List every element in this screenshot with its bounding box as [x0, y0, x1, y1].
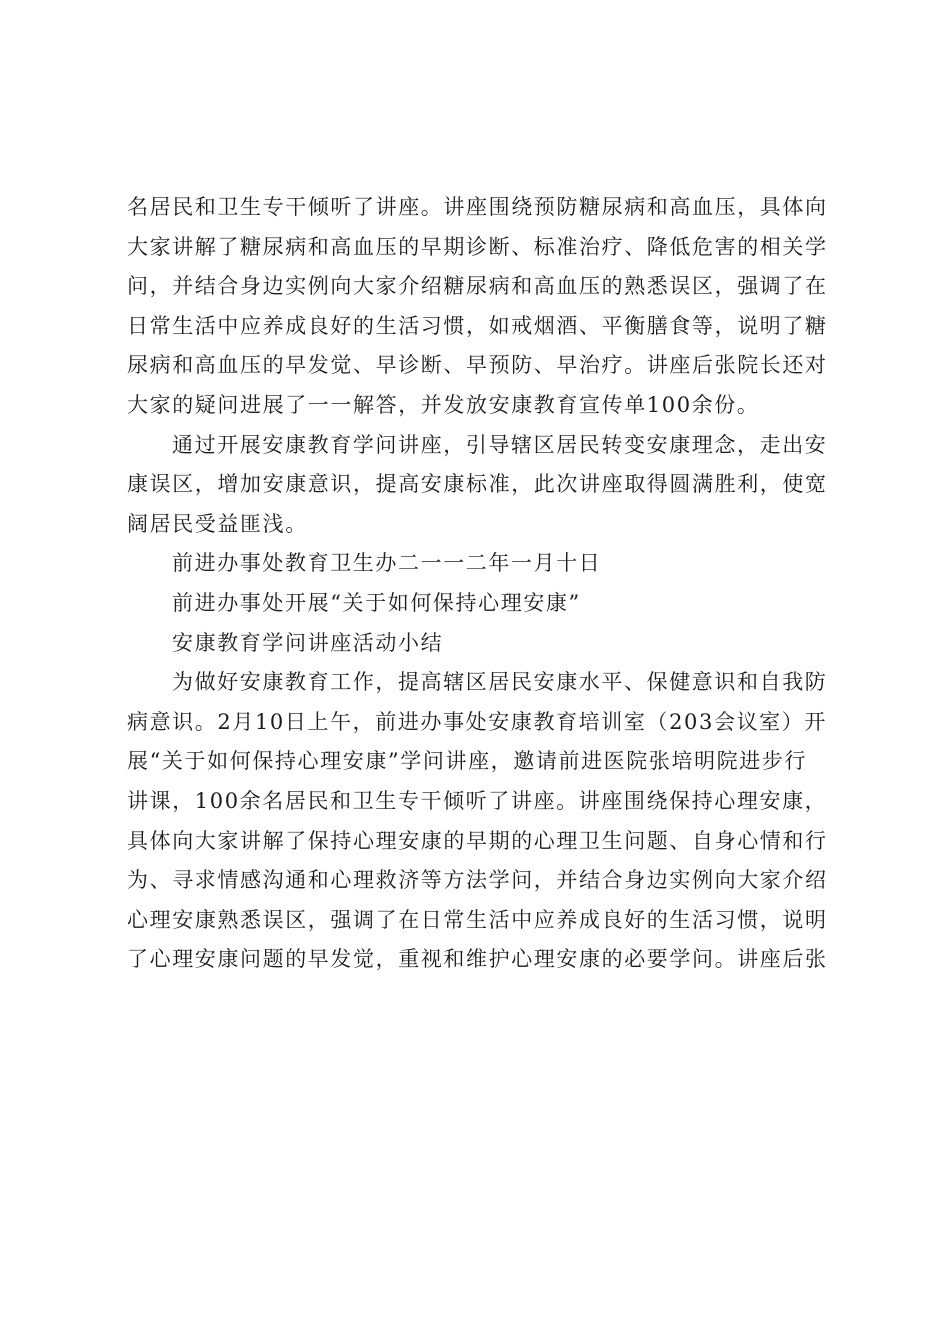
text-line: 为、寻求情感沟通和心理救济等方法学问，并结合身边实例向大家介绍 — [127, 868, 828, 893]
text-line: 讲课，100余名居民和卫生专干倾听了讲座。讲座围绕保持心理安康， — [127, 788, 828, 813]
heading-line-2: 安康教育学问讲座活动小结 — [172, 630, 444, 655]
text-line: 病意识。2月10日上午，前进办事处安康教育培训室（203会议室）开 — [127, 709, 827, 734]
signature-line: 前进办事处教育卫生办二一一二年一月十日 — [172, 551, 602, 576]
text-line: 阔居民受益匪浅。 — [127, 511, 308, 536]
text-line: 名居民和卫生专干倾听了讲座。讲座围绕预防糖尿病和高血压，具体向 — [127, 195, 828, 219]
heading-line-1: 前进办事处开展“关于如何保持心理安康” — [172, 590, 581, 615]
text-line: 为做好安康教育工作，提高辖区居民安康水平、保健意识和自我防 — [172, 670, 828, 695]
text-line: 通过开展安康教育学问讲座，引导辖区居民转变安康理念，走出安 — [172, 432, 828, 457]
text-line: 大家的疑问进展了一一解答，并发放安康教育宣传单100余份。 — [127, 392, 760, 417]
text-line: 问，并结合身边实例向大家介绍糖尿病和高血压的熟悉误区，强调了在 — [127, 274, 828, 299]
text-line: 日常生活中应养成良好的生活习惯，如戒烟酒、平衡膳食等，说明了糖 — [127, 313, 828, 338]
text-line: 康误区，增加安康意识，提高安康标准，此次讲座取得圆满胜利，使宽 — [127, 472, 828, 497]
text-line: 大家讲解了糖尿病和高血压的早期诊断、标准治疗、降低危害的相关学 — [127, 234, 828, 259]
paragraph-report — [127, 663, 833, 980]
paragraph-continued — [127, 188, 833, 426]
paragraph-summary — [127, 426, 833, 545]
text-line: 了心理安康问题的早发觉，重视和维护心理安康的必要学问。讲座后张 — [127, 947, 828, 972]
document-body — [127, 188, 833, 980]
text-line: 具体向大家讲解了保持心理安康的早期的心理卫生问题、自身心情和行 — [127, 828, 828, 853]
text-line: 展“关于如何保持心理安康”学问讲座，邀请前进医院张培明院进步行 — [127, 749, 808, 774]
text-line: 心理安康熟悉误区，强调了在日常生活中应养成良好的生活习惯，说明 — [127, 907, 828, 932]
text-line: 尿病和高血压的早发觉、早诊断、早预防、早治疗。讲座后张院长还对 — [127, 353, 828, 378]
